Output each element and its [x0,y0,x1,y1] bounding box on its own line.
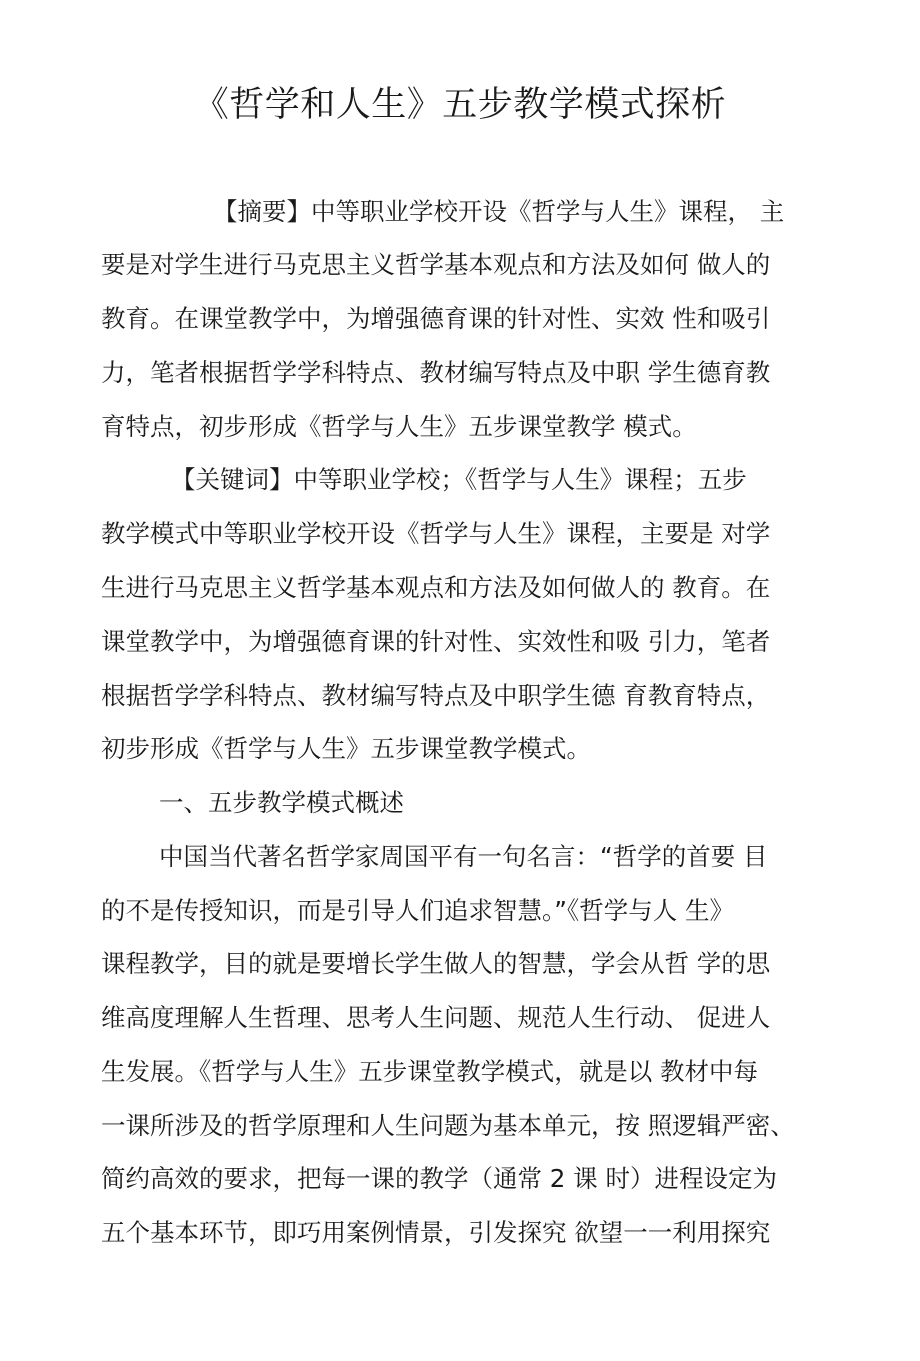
text-line: 五个基本环节，即巧用案例情景，引发探究 欲望一一利用探究 [101,1218,771,1247]
text-line: 力，笔者根据哲学学科特点、教材编写特点及中职 学生德育教 [101,358,771,387]
text-line: 育特点，初步形成《哲学与人生》五步课堂教学 模式。 [101,412,697,441]
document-title: 《哲学和人生》五步教学模式探析 [193,85,727,125]
text-line: 【摘要】中等职业学校开设《哲学与人生》课程， 主 [213,197,785,226]
text-line: 生发展。《哲学与人生》五步课堂教学模式，就是以 教材中每 [101,1057,759,1086]
text-line: 生进行马克思主义哲学基本观点和方法及如何做人的 教育。在 [101,573,771,602]
text-line: 根据哲学学科特点、教材编写特点及中职学生德 育教育特点， [101,681,771,710]
text-line: 初步形成《哲学与人生》五步课堂教学模式。 [101,734,591,763]
text-line: 教育。在课堂教学中，为增强德育课的针对性、实效 性和吸引 [101,304,771,333]
text-line: 维高度理解人生哲理、思考人生问题、规范人生行动、 促进人 [101,1003,771,1032]
text-line: 【关键词】中等职业学校；《哲学与人生》课程；五步 [171,465,747,494]
text-line: 中国当代著名哲学家周国平有一句名言：“哲学的首要 目 [159,842,768,871]
text-line: 的不是传授知识，而是引导人们追求智慧。”《哲学与人 生》 [101,896,734,925]
text-line: 课堂教学中，为增强德育课的针对性、实效性和吸 引力，笔者 [101,627,771,656]
text-line: 要是对学生进行马克思主义哲学基本观点和方法及如何 做人的 [101,250,771,279]
text-line: 简约高效的要求，把每一课的教学（通常 2 课 时）进程设定为 [101,1164,777,1193]
text-line: 教学模式中等职业学校开设《哲学与人生》课程，主要是 对学 [101,519,771,548]
text-line: 一课所涉及的哲学原理和人生问题为基本单元，按 照逻辑严密、 [101,1111,795,1140]
text-line: 课程教学，目的就是要增长学生做人的智慧，学会从哲 学的思 [101,949,771,978]
section-heading: 一、五步教学模式概述 [159,788,404,817]
